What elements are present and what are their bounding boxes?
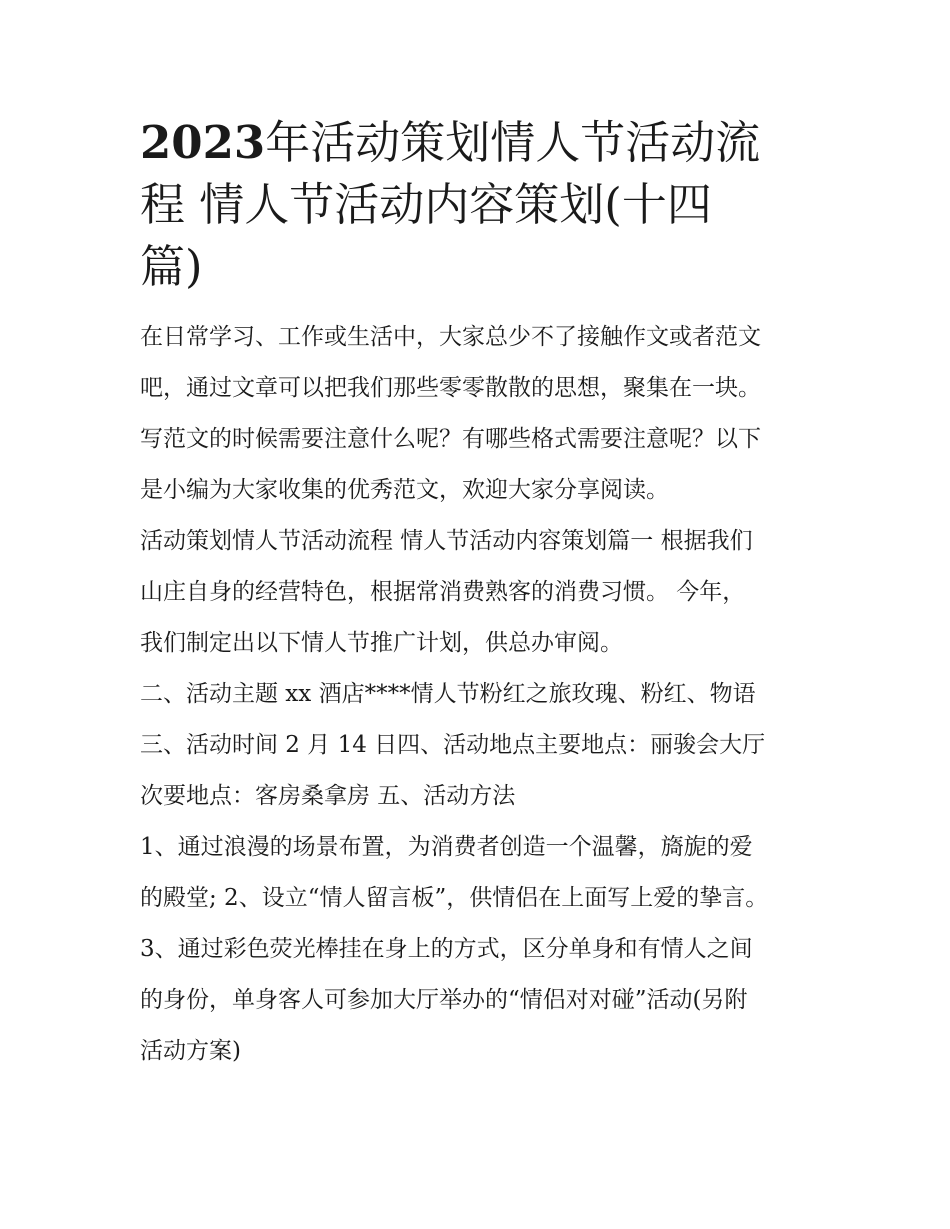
text-line: 是小编为大家收集的优秀范文，欢迎大家分享阅读。 xyxy=(140,477,669,503)
text-line: 吧，通过文章可以把我们那些零零散散的思想，聚集在一块。 xyxy=(140,375,761,401)
text-line: 的殿堂; 2、设立“情人留言板”，供情侣在上面写上爱的挚言。 xyxy=(140,885,769,911)
title-line-1-rest: 年活动策划情人节活动流 xyxy=(265,116,761,169)
text-line: 活动策划情人节活动流程 情人节活动内容策划篇一 根据我们 xyxy=(140,528,753,554)
document-title xyxy=(140,112,820,298)
title-line-2: 程 情人节活动内容策划(十四 xyxy=(140,178,712,231)
text-line: 次要地点：客房桑拿房 五、活动方法 xyxy=(140,783,516,809)
title-year: 2023 xyxy=(140,116,266,169)
title-line-1 xyxy=(140,112,820,174)
document-page xyxy=(140,112,820,1077)
text-line: 我们制定出以下情人节推广计划，供总办审阅。 xyxy=(140,630,623,656)
text-line: 写范文的时候需要注意什么呢？有哪些格式需要注意呢？以下 xyxy=(140,426,761,452)
plan-intro-paragraph xyxy=(140,516,820,669)
activity-details-paragraph xyxy=(140,669,820,822)
text-line: 1、通过浪漫的场景布置，为消费者创造一个温馨，旖旎的爱 xyxy=(140,834,753,860)
text-line: 3、通过彩色荧光棒挂在身上的方式，区分单身和有情人之间 xyxy=(140,936,753,962)
intro-paragraph xyxy=(140,312,820,516)
text-line: 三、活动时间 2 月 14 日四、活动地点主要地点：丽骏会大厅 xyxy=(140,732,766,758)
text-line: 在日常学习、工作或生活中，大家总少不了接触作文或者范文 xyxy=(140,324,761,350)
text-line: 的身份，单身客人可参加大厅举办的“情侣对对碰”活动(另附 xyxy=(140,987,748,1013)
text-line: 山庄自身的经营特色，根据常消费熟客的消费习惯。 今年， xyxy=(140,579,746,605)
text-line: 活动方案) xyxy=(140,1038,241,1064)
title-line-3: 篇) xyxy=(140,240,203,293)
activity-methods-paragraph xyxy=(140,822,820,1077)
text-line: 二、活动主题 xx 酒店****情人节粉红之旅玫瑰、粉红、物语 xyxy=(140,681,756,707)
